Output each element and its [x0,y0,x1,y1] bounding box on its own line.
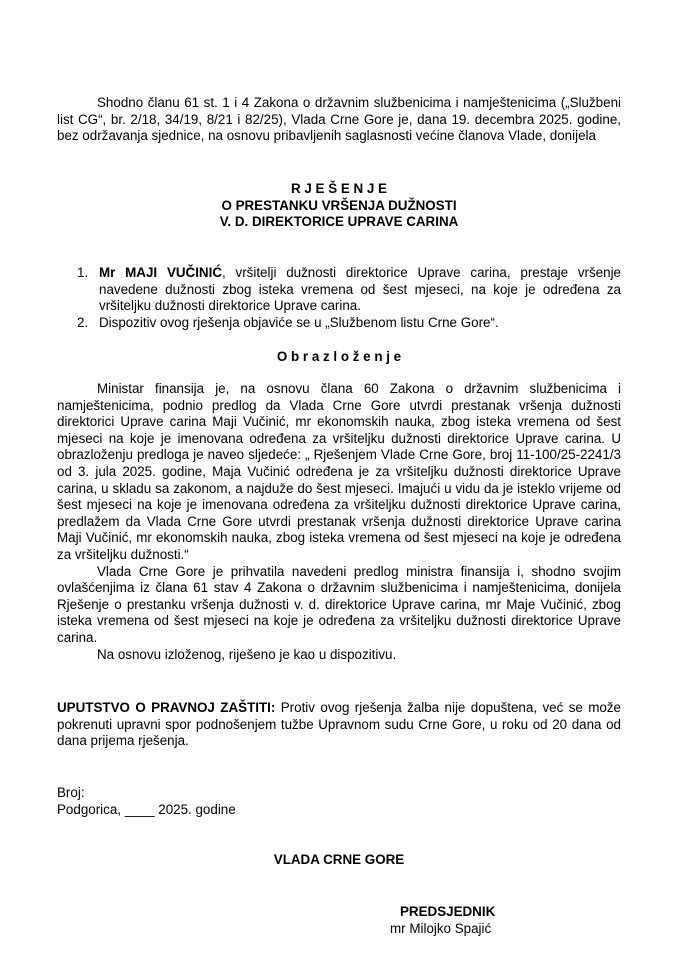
reference-block [57,785,621,818]
item-number: 1. [77,265,89,280]
reasoning-paragraph-2: Vlada Crne Gore je prihvatila navedeni predlog ministra finansija i, shodno svojim ovlašćenjima iz člana 61 stav 4 Zakona o državnim službenicima i namještenicima, donijela Rješenje o prestanku vršenja dužnosti v. d. direktorice Uprave carina, mr Maje Vučinić, zbog isteka vremena od šest mjeseci na koje je određena za vršiteljku dužnosti direktorice Uprave carina. [57,563,621,645]
reasoning-paragraph-3: Na osnovu izloženog, riješeno je kao u dispozitivu. [97,646,397,662]
legal-notice-text: Protiv ovog rješenja žalba nije dopuštena, već se može pokrenuti upravni spor podnošenjem tužbe Upravnom sudu Crne Gore, u roku od 20 dana od dana prijema rješenja. [57,700,621,749]
government-signature [57,852,621,869]
legal-notice [57,700,621,750]
decision-title [57,181,621,231]
item-text: , vršitelji dužnosti direktorice Uprave carina, prestaje vršenje navedene dužnosti zbog isteka vremena od šest mjeseci, na koje je određena za vršiteljku dužnosti direktorice Uprave carina. [99,265,621,314]
intro-paragraph [57,95,621,145]
intro-text: Shodno članu 61 st. 1 i 4 Zakona o državnim službenicima i namještenicima („Službeni list CG“, br. 2/18, 34/19, 8/21 i 82/25), Vlada Crne Gore je, dana 19. decembra 2025. godine, bez održavanja sjednice, na osnovu pribavljenih saglasnosti većine članova Vlade, donijela [57,95,621,144]
title-line-2: O PRESTANKU VRŠENJA DUŽNOSTI [221,197,457,213]
reasoning-title: O b r a z l o ž e n j e [276,349,402,364]
president-signature [390,904,550,937]
reasoning-body [57,381,621,663]
person-name: Mr MAJI VUČINIĆ [99,265,222,280]
government-name: VLADA CRNE GORE [273,852,405,867]
reference-number: Broj: [57,785,85,800]
dispositive-item-2 [57,315,621,332]
reasoning-paragraph-1: Ministar finansija je, na osnovu člana 60 Zakona o državnim službenicima i namještenicima, podnio predlog da Vlada Crne Gore utvrdi prestanak vršenja dužnosti direktorici Uprave carina Maji Vučinić, mr ekonomskih nauka, zbog isteka vremena od šest mjeseci na koje je imenovana određena za vršiteljku dužnosti direktorice Uprave carina. U obrazloženju predloga je naveo sljedeće: „ Rješenjem Vlade Crne Gore, broj 11-100/25-2241/3 od 3. jula 2025. godine, Maja Vučinić određena je za vršiteljku dužnosti direktorice Uprave carina, u skladu sa zakonom, a najduže do šest mjeseci. Imajući u vidu da je isteklo vrijeme od šest mjeseci na koje je imenovana određena za vršiteljku dužnosti direktorice Uprave carina, predlažem da Vlada Crne Gore utvrdi prestanak vršenja dužnosti direktorice Uprave carina Maji Vučinić, mr ekonomskih nauka, zbog isteka vremena od šest mjeseci na koje je određena za vršiteljku dužnosti.“ [57,381,621,562]
item-number: 2. [77,314,89,330]
legal-notice-label: UPUTSTVO O PRAVNOJ ZAŠTITI: [57,700,276,715]
reasoning-heading [57,349,621,366]
president-name: mr Milojko Spajić [390,920,492,936]
item-text: Dispozitiv ovog rješenja objaviće se u „Službenom listu Crne Gore“. [99,314,499,330]
title-line-1: R J E Š E N J E [290,181,387,196]
president-title: PREDSJEDNIK [400,904,496,919]
title-line-3: V. D. DIREKTORICE UPRAVE CARINA [219,214,459,230]
place-date: Podgorica, ____ 2025. godine [57,801,236,817]
dispositive-item-1 [57,265,621,315]
dispositive-list [57,265,621,331]
